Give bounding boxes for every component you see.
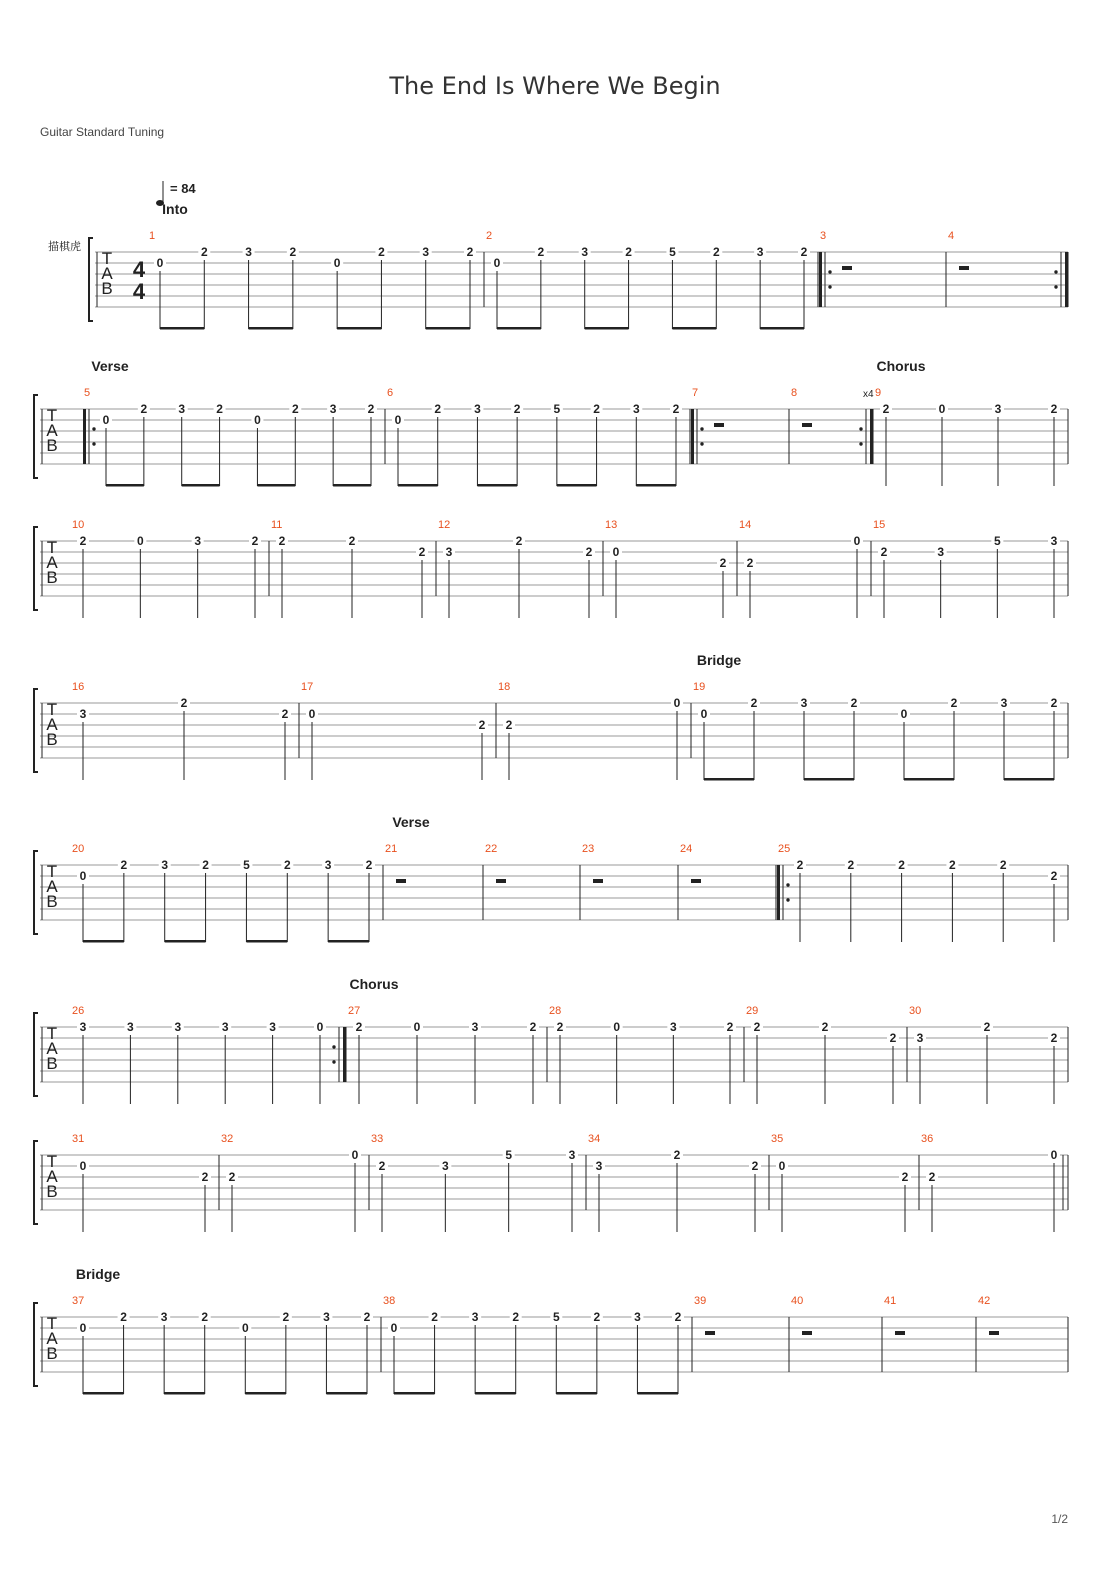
- fret-number: 3: [194, 534, 202, 548]
- fret-number: 2: [201, 1310, 209, 1324]
- measure-number: 32: [221, 1133, 234, 1145]
- tab-clef-letter: A: [46, 715, 58, 734]
- fret-number: 3: [1050, 534, 1058, 548]
- repeat-dot: [332, 1060, 335, 1063]
- beam: [106, 484, 144, 487]
- tab-clef-letter: T: [101, 249, 113, 268]
- fret-number: 2: [367, 402, 375, 416]
- measure-number: 33: [371, 1133, 384, 1145]
- tab-clef-letter: B: [101, 279, 113, 298]
- fret-number: 3: [1000, 696, 1008, 710]
- beam: [394, 1392, 435, 1395]
- whole-rest: [802, 423, 812, 427]
- section-label: Verse: [91, 358, 129, 374]
- fret-number: 3: [471, 1310, 479, 1324]
- beam: [904, 778, 954, 781]
- fret-number: 2: [434, 402, 442, 416]
- fret-number: 0: [394, 413, 402, 427]
- fret-number: 2: [1050, 402, 1058, 416]
- fret-number: 2: [850, 696, 858, 710]
- fret-number: 3: [445, 545, 453, 559]
- fret-number: 2: [753, 1020, 761, 1034]
- repeat-dot: [859, 442, 862, 445]
- fret-number: 2: [505, 718, 513, 732]
- tab-clef-letter: T: [46, 406, 58, 425]
- fret-number: 0: [136, 534, 144, 548]
- fret-number: 2: [999, 858, 1007, 872]
- fret-number: 2: [216, 402, 223, 416]
- beam: [497, 327, 541, 330]
- repeat-start-thick-bar: [819, 252, 822, 307]
- fret-number: 0: [333, 256, 341, 270]
- repeat-dot: [786, 883, 789, 886]
- measure-number: 34: [588, 1133, 601, 1145]
- beam: [426, 327, 470, 330]
- fret-number: 3: [174, 1020, 182, 1034]
- fret-number: 2: [800, 245, 808, 259]
- beam: [83, 940, 124, 943]
- fret-number: 0: [493, 256, 501, 270]
- repeat-dot: [828, 285, 831, 288]
- tab-clef-letter: T: [46, 862, 58, 881]
- tab-clef-letter: A: [101, 264, 113, 283]
- fret-number: 3: [916, 1031, 924, 1045]
- beam: [637, 1392, 678, 1395]
- fret-number: 2: [512, 1310, 520, 1324]
- fret-number: 3: [178, 402, 186, 416]
- fret-number: 2: [466, 245, 474, 259]
- fret-number: 3: [127, 1020, 134, 1034]
- fret-number: 0: [254, 413, 261, 427]
- fret-number: 0: [79, 1159, 87, 1173]
- fret-number: 2: [418, 545, 426, 559]
- tab-clef-letter: B: [46, 1182, 58, 1201]
- tab-clef-letter: A: [46, 1039, 58, 1058]
- fret-number: 2: [281, 707, 289, 721]
- fret-number: 2: [593, 1310, 601, 1324]
- repeat-end-thick-bar: [343, 1027, 346, 1082]
- system-bracket: [34, 1141, 38, 1224]
- fret-number: 2: [513, 402, 521, 416]
- measure-number: 31: [72, 1133, 85, 1145]
- beam: [475, 1392, 516, 1395]
- fret-number: 2: [672, 402, 680, 416]
- fret-number: 3: [756, 245, 764, 259]
- fret-number: 2: [431, 1310, 438, 1324]
- repeat-dot: [700, 442, 703, 445]
- tuning-label: Guitar Standard Tuning: [40, 125, 165, 139]
- section-label: Chorus: [349, 976, 399, 992]
- system-bracket: [34, 395, 38, 478]
- fret-number: 5: [243, 858, 250, 872]
- tab-clef-letter: B: [46, 892, 58, 911]
- measure-number: 23: [582, 843, 595, 855]
- measure-number: 18: [498, 681, 511, 693]
- beam: [182, 484, 220, 487]
- whole-rest: [593, 879, 603, 883]
- section-label: Verse: [392, 814, 430, 830]
- fret-number: 2: [378, 1159, 386, 1173]
- whole-rest: [959, 266, 969, 270]
- beam: [257, 484, 295, 487]
- fret-number: 2: [202, 858, 209, 872]
- fret-number: 0: [316, 1020, 324, 1034]
- fret-number: 0: [102, 413, 110, 427]
- tab-clef-letter: T: [46, 700, 58, 719]
- tab-clef-letter: A: [46, 553, 58, 572]
- fret-number: 2: [949, 858, 956, 872]
- beam: [636, 484, 676, 487]
- fret-number: 3: [669, 1020, 677, 1034]
- fret-number: 2: [120, 858, 128, 872]
- whole-rest: [989, 1331, 999, 1335]
- fret-number: 2: [529, 1020, 537, 1034]
- tab-clef-letter: B: [46, 1054, 58, 1073]
- section-label: Bridge: [696, 652, 742, 668]
- tab-clef-letter: A: [46, 1329, 58, 1348]
- tab-clef-letter: T: [46, 1024, 58, 1043]
- measure-number: 12: [438, 519, 451, 531]
- fret-number: 0: [853, 534, 861, 548]
- repeat-dot: [1054, 285, 1057, 288]
- repeat-dot: [1054, 270, 1057, 273]
- measure-number: 8: [791, 387, 798, 399]
- fret-number: 2: [674, 1310, 682, 1324]
- fret-number: 2: [746, 556, 754, 570]
- fret-number: 0: [900, 707, 908, 721]
- measure-number: 19: [693, 681, 706, 693]
- beam: [160, 327, 204, 330]
- fret-number: 2: [726, 1020, 734, 1034]
- fret-number: 3: [632, 402, 640, 416]
- section-label: Chorus: [876, 358, 926, 374]
- fret-number: 3: [422, 245, 430, 259]
- fret-number: 2: [983, 1020, 991, 1034]
- measure-number: 3: [820, 230, 827, 242]
- beam: [83, 1392, 124, 1395]
- fret-number: 0: [700, 707, 708, 721]
- tab-clef-letter: B: [46, 730, 58, 749]
- repeat-start-thick-bar: [691, 409, 694, 464]
- beam: [760, 327, 804, 330]
- beam: [398, 484, 438, 487]
- fret-number: 2: [585, 545, 593, 559]
- measure-number: 16: [72, 681, 85, 693]
- fret-number: 0: [308, 707, 316, 721]
- track-label: 描棋虎: [48, 241, 81, 253]
- fret-number: 3: [161, 858, 169, 872]
- repeat-dot: [786, 898, 789, 901]
- beam: [704, 778, 754, 781]
- fret-number: 2: [625, 245, 632, 259]
- beam: [165, 940, 206, 943]
- fret-number: 2: [282, 1310, 290, 1324]
- fret-number: 3: [79, 1020, 87, 1034]
- fret-number: 3: [441, 1159, 449, 1173]
- measure-number: 13: [605, 519, 618, 531]
- fret-number: 2: [847, 858, 855, 872]
- fret-number: 0: [613, 1020, 621, 1034]
- measure-number: 39: [694, 1295, 707, 1307]
- fret-number: 2: [880, 545, 888, 559]
- fret-number: 3: [221, 1020, 229, 1034]
- measure-number: 28: [549, 1005, 562, 1017]
- measure-number: 20: [72, 843, 85, 855]
- fret-number: 0: [413, 1020, 421, 1034]
- beam: [333, 484, 371, 487]
- fret-number: 2: [1050, 1031, 1058, 1045]
- fret-number: 2: [901, 1170, 909, 1184]
- fret-number: 0: [673, 696, 681, 710]
- section-label: Into: [162, 201, 188, 217]
- fret-number: 2: [348, 534, 356, 548]
- measure-number: 5: [84, 387, 91, 399]
- repeat-start-thick-bar: [777, 865, 780, 920]
- repeat-dot: [92, 427, 95, 430]
- measure-number: 21: [385, 843, 398, 855]
- fret-number: 3: [800, 696, 808, 710]
- fret-number: 3: [324, 858, 332, 872]
- fret-number: 5: [505, 1148, 513, 1162]
- measure-number: 24: [680, 843, 693, 855]
- whole-rest: [691, 879, 701, 883]
- fret-number: 2: [355, 1020, 363, 1034]
- fret-number: 0: [778, 1159, 786, 1173]
- repeat-dot: [92, 442, 95, 445]
- system-bracket: [34, 689, 38, 772]
- fret-number: 2: [898, 858, 905, 872]
- repeat-start-thick-bar: [83, 409, 86, 464]
- fret-number: 2: [1050, 696, 1058, 710]
- measure-number: 36: [921, 1133, 934, 1145]
- fret-number: 2: [515, 534, 523, 548]
- fret-number: 2: [289, 245, 297, 259]
- measure-number: 29: [746, 1005, 759, 1017]
- beam: [557, 484, 597, 487]
- section-label: Bridge: [75, 1266, 121, 1282]
- tab-clef-letter: B: [46, 1344, 58, 1363]
- fret-number: 2: [291, 402, 299, 416]
- system-bracket: [34, 527, 38, 610]
- measure-number: 42: [978, 1295, 991, 1307]
- repeat-count: x4: [863, 389, 874, 400]
- whole-rest: [705, 1331, 715, 1335]
- fret-number: 3: [79, 707, 87, 721]
- beam: [672, 327, 716, 330]
- time-signature-top: 4: [132, 257, 146, 282]
- fret-number: 3: [994, 402, 1002, 416]
- fret-number: 3: [634, 1310, 641, 1324]
- measure-number: 14: [739, 519, 752, 531]
- fret-number: 2: [251, 534, 259, 548]
- fret-number: 2: [228, 1170, 236, 1184]
- fret-number: 2: [365, 858, 373, 872]
- repeat-dot: [859, 427, 862, 430]
- fret-number: 2: [378, 245, 385, 259]
- beam: [585, 327, 629, 330]
- fret-number: 2: [180, 696, 188, 710]
- fret-number: 2: [673, 1148, 681, 1162]
- fret-number: 3: [160, 1310, 168, 1324]
- measure-number: 27: [348, 1005, 361, 1017]
- fret-number: 2: [821, 1020, 829, 1034]
- repeat-dot: [332, 1045, 335, 1048]
- fret-number: 2: [889, 1031, 897, 1045]
- fret-number: 3: [471, 1020, 479, 1034]
- time-signature-bottom: 4: [132, 279, 146, 304]
- fret-number: 2: [556, 1020, 564, 1034]
- beam: [164, 1392, 205, 1395]
- system-bracket: [34, 1013, 38, 1096]
- fret-number: 2: [201, 1170, 209, 1184]
- fret-number: 2: [950, 696, 958, 710]
- fret-number: 3: [474, 402, 481, 416]
- page-title: The End Is Where We Begin: [389, 72, 721, 100]
- beam: [326, 1392, 367, 1395]
- fret-number: 0: [156, 256, 164, 270]
- fret-number: 0: [79, 869, 87, 883]
- whole-rest: [496, 879, 506, 883]
- fret-number: 2: [283, 858, 291, 872]
- tab-clef-letter: A: [46, 1167, 58, 1186]
- beam: [245, 1392, 286, 1395]
- fret-number: 3: [568, 1148, 576, 1162]
- fret-number: 3: [581, 245, 589, 259]
- repeat-dot: [700, 427, 703, 430]
- tab-clef-letter: A: [46, 877, 58, 896]
- fret-number: 0: [79, 1321, 87, 1335]
- fret-number: 2: [719, 556, 727, 570]
- fret-number: 3: [269, 1020, 276, 1034]
- whole-rest: [802, 1331, 812, 1335]
- measure-number: 10: [72, 519, 85, 531]
- tab-clef-letter: T: [46, 538, 58, 557]
- tab-clef-letter: B: [46, 436, 58, 455]
- measure-number: 2: [486, 230, 493, 242]
- fret-number: 2: [750, 696, 758, 710]
- measure-number: 30: [909, 1005, 922, 1017]
- whole-rest: [895, 1331, 905, 1335]
- measure-number: 11: [271, 519, 283, 531]
- fret-number: 0: [938, 402, 946, 416]
- whole-rest: [396, 879, 406, 883]
- fret-number: 3: [937, 545, 945, 559]
- whole-rest: [842, 266, 852, 270]
- page-number: 1/2: [1051, 1512, 1068, 1526]
- measure-number: 7: [692, 387, 699, 399]
- measure-number: 17: [301, 681, 314, 693]
- fret-number: 2: [120, 1310, 127, 1324]
- fret-number: 5: [553, 402, 561, 416]
- fret-number: 2: [478, 718, 486, 732]
- fret-number: 2: [882, 402, 890, 416]
- repeat-dot: [828, 270, 831, 273]
- measure-number: 1: [149, 230, 156, 242]
- measure-number: 22: [485, 843, 498, 855]
- measure-number: 9: [875, 387, 882, 399]
- fret-number: 0: [351, 1148, 359, 1162]
- beam: [246, 940, 287, 943]
- fret-number: 0: [241, 1321, 249, 1335]
- beam: [337, 327, 381, 330]
- fret-number: 2: [200, 245, 208, 259]
- fret-number: 2: [796, 858, 804, 872]
- beam: [477, 484, 517, 487]
- fret-number: 2: [751, 1159, 759, 1173]
- fret-number: 0: [612, 545, 620, 559]
- tab-clef-letter: A: [46, 421, 58, 440]
- fret-number: 2: [363, 1310, 371, 1324]
- measure-number: 35: [771, 1133, 784, 1145]
- measure-number: 4: [948, 230, 955, 242]
- fret-number: 2: [537, 245, 545, 259]
- measure-number: 37: [72, 1295, 85, 1307]
- measure-number: 38: [383, 1295, 396, 1307]
- fret-number: 5: [669, 245, 676, 259]
- beam: [249, 327, 293, 330]
- measure-number: 6: [387, 387, 394, 399]
- repeat-end-thick-bar: [870, 409, 873, 464]
- fret-number: 0: [390, 1321, 398, 1335]
- measure-number: 26: [72, 1005, 85, 1017]
- fret-number: 2: [1050, 869, 1058, 883]
- tab-clef-letter: T: [46, 1152, 58, 1171]
- fret-number: 2: [712, 245, 720, 259]
- fret-number: 2: [928, 1170, 936, 1184]
- beam: [804, 778, 854, 781]
- tab-clef-letter: B: [46, 568, 58, 587]
- beam: [556, 1392, 597, 1395]
- system-bracket: [34, 1303, 38, 1386]
- repeat-end-thick-bar: [1065, 252, 1068, 307]
- fret-number: 2: [79, 534, 87, 548]
- fret-number: 3: [329, 402, 337, 416]
- system-bracket: [89, 238, 93, 321]
- beam: [1004, 778, 1054, 781]
- fret-number: 0: [1050, 1148, 1058, 1162]
- measure-number: 25: [778, 843, 791, 855]
- fret-number: 3: [245, 245, 252, 259]
- measure-number: 40: [791, 1295, 804, 1307]
- whole-rest: [714, 423, 724, 427]
- fret-number: 5: [552, 1310, 560, 1324]
- fret-number: 3: [595, 1159, 603, 1173]
- measure-number: 15: [873, 519, 886, 531]
- system-bracket: [34, 851, 38, 934]
- tab-clef-letter: T: [46, 1314, 58, 1333]
- fret-number: 3: [323, 1310, 330, 1324]
- fret-number: 2: [593, 402, 600, 416]
- beam: [328, 940, 369, 943]
- fret-number: 5: [993, 534, 1001, 548]
- tempo-marking: = 84: [170, 181, 196, 196]
- measure-number: 41: [884, 1295, 897, 1307]
- fret-number: 2: [278, 534, 286, 548]
- fret-number: 2: [140, 402, 148, 416]
